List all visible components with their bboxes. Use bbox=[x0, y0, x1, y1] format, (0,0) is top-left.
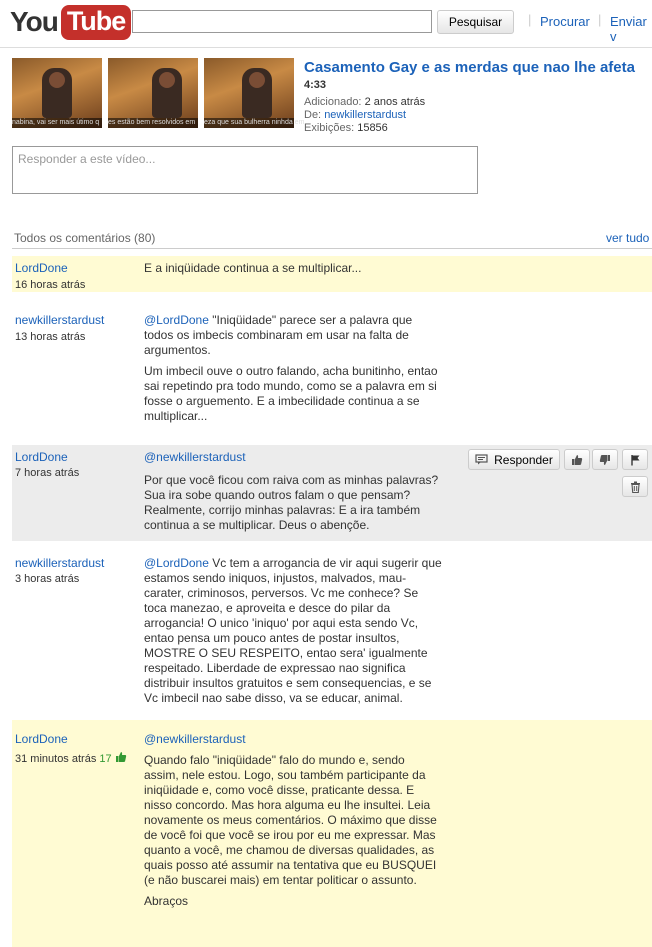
comment-text-content: "Iniqüidade" parece ser a palavra que todos os imbecis combinaram em usar na falta de argumentos. bbox=[144, 313, 413, 357]
comment-time: 3 horas atrás bbox=[15, 573, 80, 585]
comment-mention[interactable]: @newkillerstardust bbox=[144, 450, 246, 464]
vote-count: 17 bbox=[99, 753, 112, 765]
nav-upload-link[interactable]: Enviar v bbox=[610, 14, 647, 44]
logo-you: You bbox=[10, 6, 58, 37]
comment-author[interactable]: newkillerstardust bbox=[15, 313, 105, 327]
comment-author[interactable]: LordDone bbox=[15, 732, 68, 746]
comment-time: 13 horas atrás bbox=[15, 331, 86, 343]
added-label: Adicionado: bbox=[304, 96, 362, 108]
thumbs-down-icon bbox=[599, 454, 611, 466]
comment-author[interactable]: newkillerstardust bbox=[15, 556, 105, 570]
thumbnail-caption: es estão bem resolvidos em bbox=[108, 118, 198, 128]
trash-icon bbox=[630, 481, 641, 493]
comment-item bbox=[12, 720, 652, 947]
comment-time: 7 horas atrás bbox=[15, 467, 80, 479]
reply-textarea[interactable]: Responder a este vídeo... bbox=[12, 146, 478, 194]
comment-text bbox=[144, 556, 442, 706]
from-label: De: bbox=[304, 109, 322, 121]
comment-item bbox=[12, 551, 652, 711]
logo-tube: Tube bbox=[61, 5, 132, 40]
comment-mention[interactable]: @LordDone bbox=[144, 556, 209, 570]
comment-item bbox=[12, 256, 652, 292]
comment-body bbox=[144, 450, 442, 539]
youtube-logo[interactable] bbox=[10, 3, 131, 41]
comment-body bbox=[144, 732, 442, 915]
all-comments-heading: Todos os comentários (80) bbox=[14, 231, 156, 245]
video-title[interactable]: Casamento Gay e as merdas que nao lhe afeta bbox=[304, 59, 635, 76]
flag-icon bbox=[630, 454, 641, 466]
thumbs-up-button[interactable] bbox=[564, 449, 590, 470]
video-thumbnail[interactable] bbox=[204, 58, 305, 128]
comment-time: 16 horas atrás bbox=[15, 279, 86, 291]
thumbnail-caption: eza que sua bulherra ninhda em bbox=[204, 119, 305, 126]
nav-browse-link[interactable]: Procurar bbox=[540, 14, 590, 29]
reply-icon bbox=[475, 454, 488, 465]
header bbox=[0, 0, 652, 48]
thumbnail-caption: nabina, vai ser mais útimo q bbox=[12, 118, 102, 128]
comment-text: Um imbecil ouve o outro falando, acha bunitinho, entao sai repetindo pra todo mundo, como se a palavra em si fosse o arguemento. E a imbecilidade continua a se multiplicar... bbox=[144, 364, 438, 423]
thumbs-up-icon bbox=[571, 454, 583, 466]
comment-text: E a iniqüidade continua a se multiplicar... bbox=[144, 261, 362, 275]
flag-button[interactable] bbox=[622, 449, 648, 470]
views-count: 15856 bbox=[357, 122, 388, 134]
comment-text: Abraços bbox=[144, 894, 189, 908]
uploader-link[interactable]: newkillerstardust bbox=[324, 109, 407, 121]
search-input[interactable] bbox=[132, 10, 432, 33]
comment-author[interactable]: LordDone bbox=[15, 261, 68, 275]
see-all-link[interactable]: ver tudo bbox=[606, 231, 650, 245]
views-label: Exibições: bbox=[304, 122, 355, 134]
comment-text bbox=[144, 313, 442, 358]
video-thumbnail[interactable] bbox=[12, 58, 102, 128]
comment-text: Por que você ficou com raiva com as minhas palavras? Sua ira sobe quando outros falam o que pensam? Realmente, corrijo minhas palavras: E a ira também continua a se multiplicar. Deus o abençõe. bbox=[144, 473, 439, 532]
video-added bbox=[304, 96, 425, 108]
comment-time-text: 31 minutos atrás bbox=[15, 753, 97, 765]
added-value: 2 anos atrás bbox=[364, 96, 426, 108]
nav-separator: | bbox=[598, 12, 602, 27]
comment-mention[interactable]: @newkillerstardust bbox=[144, 732, 246, 746]
video-duration: 4:33 bbox=[304, 79, 327, 91]
video-uploader bbox=[304, 109, 406, 121]
thumbs-up-icon bbox=[115, 751, 127, 763]
comment-body bbox=[144, 313, 442, 430]
comment-mention[interactable]: @LordDone bbox=[144, 313, 209, 327]
delete-button[interactable] bbox=[622, 476, 648, 497]
thumbs-down-button[interactable] bbox=[592, 449, 618, 470]
comment-item bbox=[12, 308, 652, 432]
search-button[interactable]: Pesquisar bbox=[437, 10, 514, 34]
divider bbox=[12, 248, 652, 249]
reply-button[interactable] bbox=[468, 449, 560, 470]
comment-body bbox=[144, 556, 442, 712]
comment-text: Quando falo "iniqüidade" falo do mundo e, sendo assim, nele estou. Logo, sou também participante da iniqüidade e, como você disse, praticante dessa. E nisso concordo. Mas hora alguma eu lhe insultei. Leia novamente os meus comentários. O máximo que disse de você foi que você se irou por eu me expressar. Mas quanto a você, me chamou de diversas qualidades, as quais posso até assumir na tentativa que eu BUSQUEI (e não buscarei mais) em tentar politicar o assunto. bbox=[144, 753, 437, 887]
comment-body bbox=[144, 261, 442, 282]
comment-author[interactable]: LordDone bbox=[15, 450, 68, 464]
reply-label: Responder bbox=[494, 452, 553, 467]
comment-text-content: Vc tem a arrogancia de vir aqui sugerir que estamos sendo iniquos, injustos, malvados, mau-carater, criminosos, perversos. Vc me conhece? Se toca manezao, e aproveita e desce do pilar da arrogancia! O unico 'iniquo' por aqui esta sendo Vc, entao pensa um pouco antes de postar insultos, MOSTRE O SEU RESPEITO, entao sera' igualmente respeitado. Liberdade de expressao nao significa distribuir insultos gratuitos e sem consequencias, e se Vc imbecil nao sabe disso, va se educar, animal. bbox=[144, 556, 442, 705]
comment-time bbox=[15, 751, 127, 765]
video-thumbnail[interactable] bbox=[108, 58, 198, 128]
nav-separator: | bbox=[528, 12, 532, 27]
comment-item bbox=[12, 445, 652, 541]
video-views bbox=[304, 122, 388, 134]
